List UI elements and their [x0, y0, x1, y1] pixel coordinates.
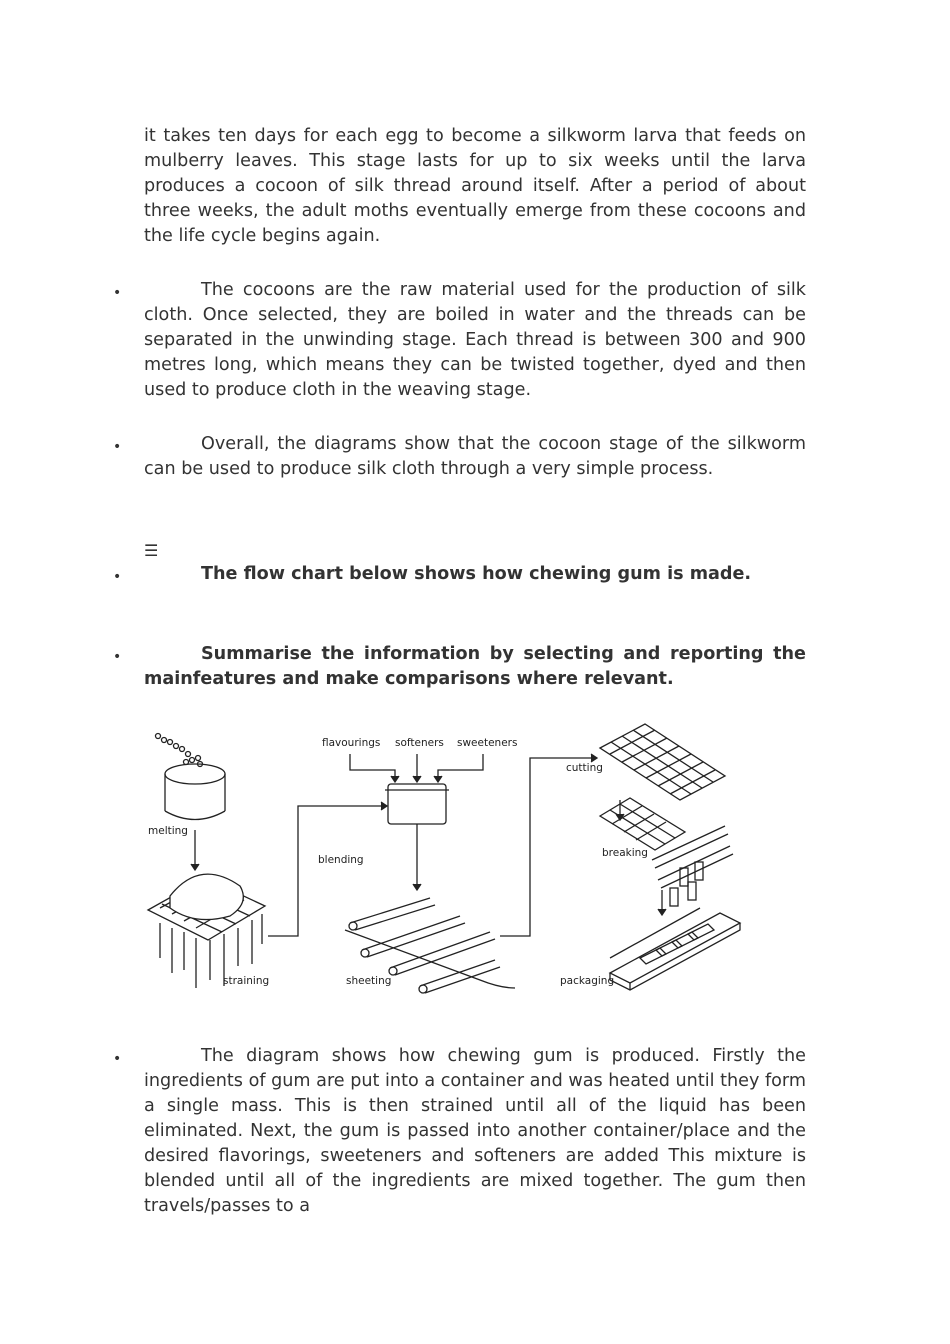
list-glyph-icon: ☰ [144, 541, 159, 560]
label-sweeteners: sweeteners [457, 737, 518, 749]
bullet-marker: • [113, 569, 122, 585]
label-breaking: breaking [602, 847, 648, 859]
paragraph-silkworm-lifecycle: it takes ten days for each egg to become a silkworm larva that feeds on mulberry leaves. This stage lasts for up to six weeks until the larva produces a cocoon of silk thread around itself. After a period of about three weeks, the adult moths eventually emerge from these cocoons and the life cycle begins again. [144, 126, 806, 246]
task-instructions: Summarise the information by selecting and reporting the mainfeatures and make comparisons where relevant. [144, 644, 806, 689]
bullet-marker: • [113, 285, 122, 301]
label-straining: straining [223, 975, 270, 987]
cutting-grid-icon [600, 724, 725, 800]
bullet-marker: • [113, 649, 122, 665]
label-softeners: softeners [395, 737, 444, 749]
label-melting: melting [148, 825, 188, 837]
straining-grid-icon [148, 874, 265, 988]
bullet-marker: • [113, 439, 122, 455]
label-flavourings: flavourings [322, 737, 381, 749]
paragraph-cocoon-production: The cocoons are the raw material used for the production of silk cloth. Once selected, they are boiled in water and the threads can be separated in the unwinding stage. Each thread is between 300 and 900 metres long, which means they can be twisted together, dyed and then used to produce cloth in the weaving stage. [144, 280, 806, 400]
label-blending: blending [318, 854, 364, 866]
label-packaging: packaging [560, 975, 615, 987]
blending-container-icon [385, 784, 449, 824]
paragraph-overall-summary: Overall, the diagrams show that the cocoon stage of the silkworm can be used to produce silk cloth through a very simple process. [144, 434, 806, 479]
label-cutting: cutting [566, 762, 603, 774]
bullet-marker: • [113, 1051, 122, 1067]
chewing-gum-flowchart [140, 718, 750, 1003]
packaging-tray-icon [610, 908, 740, 990]
paragraph-gum-process: The diagram shows how chewing gum is produced. Firstly the ingredients of gum are put into a container and was heated until they form a single mass. This is then strained until all of the liquid has been eliminated. Next, the gum is passed into another container/place and the desired flavorings, sweeteners and softeners are added This mixture is blended until all of the ingredients are mixed together. The gum then travels/passes to a [144, 1046, 806, 1216]
label-sheeting: sheeting [346, 975, 392, 987]
melting-pot-icon [156, 734, 226, 820]
task-prompt-flowchart: The flow chart below shows how chewing gum is made. [201, 564, 752, 584]
